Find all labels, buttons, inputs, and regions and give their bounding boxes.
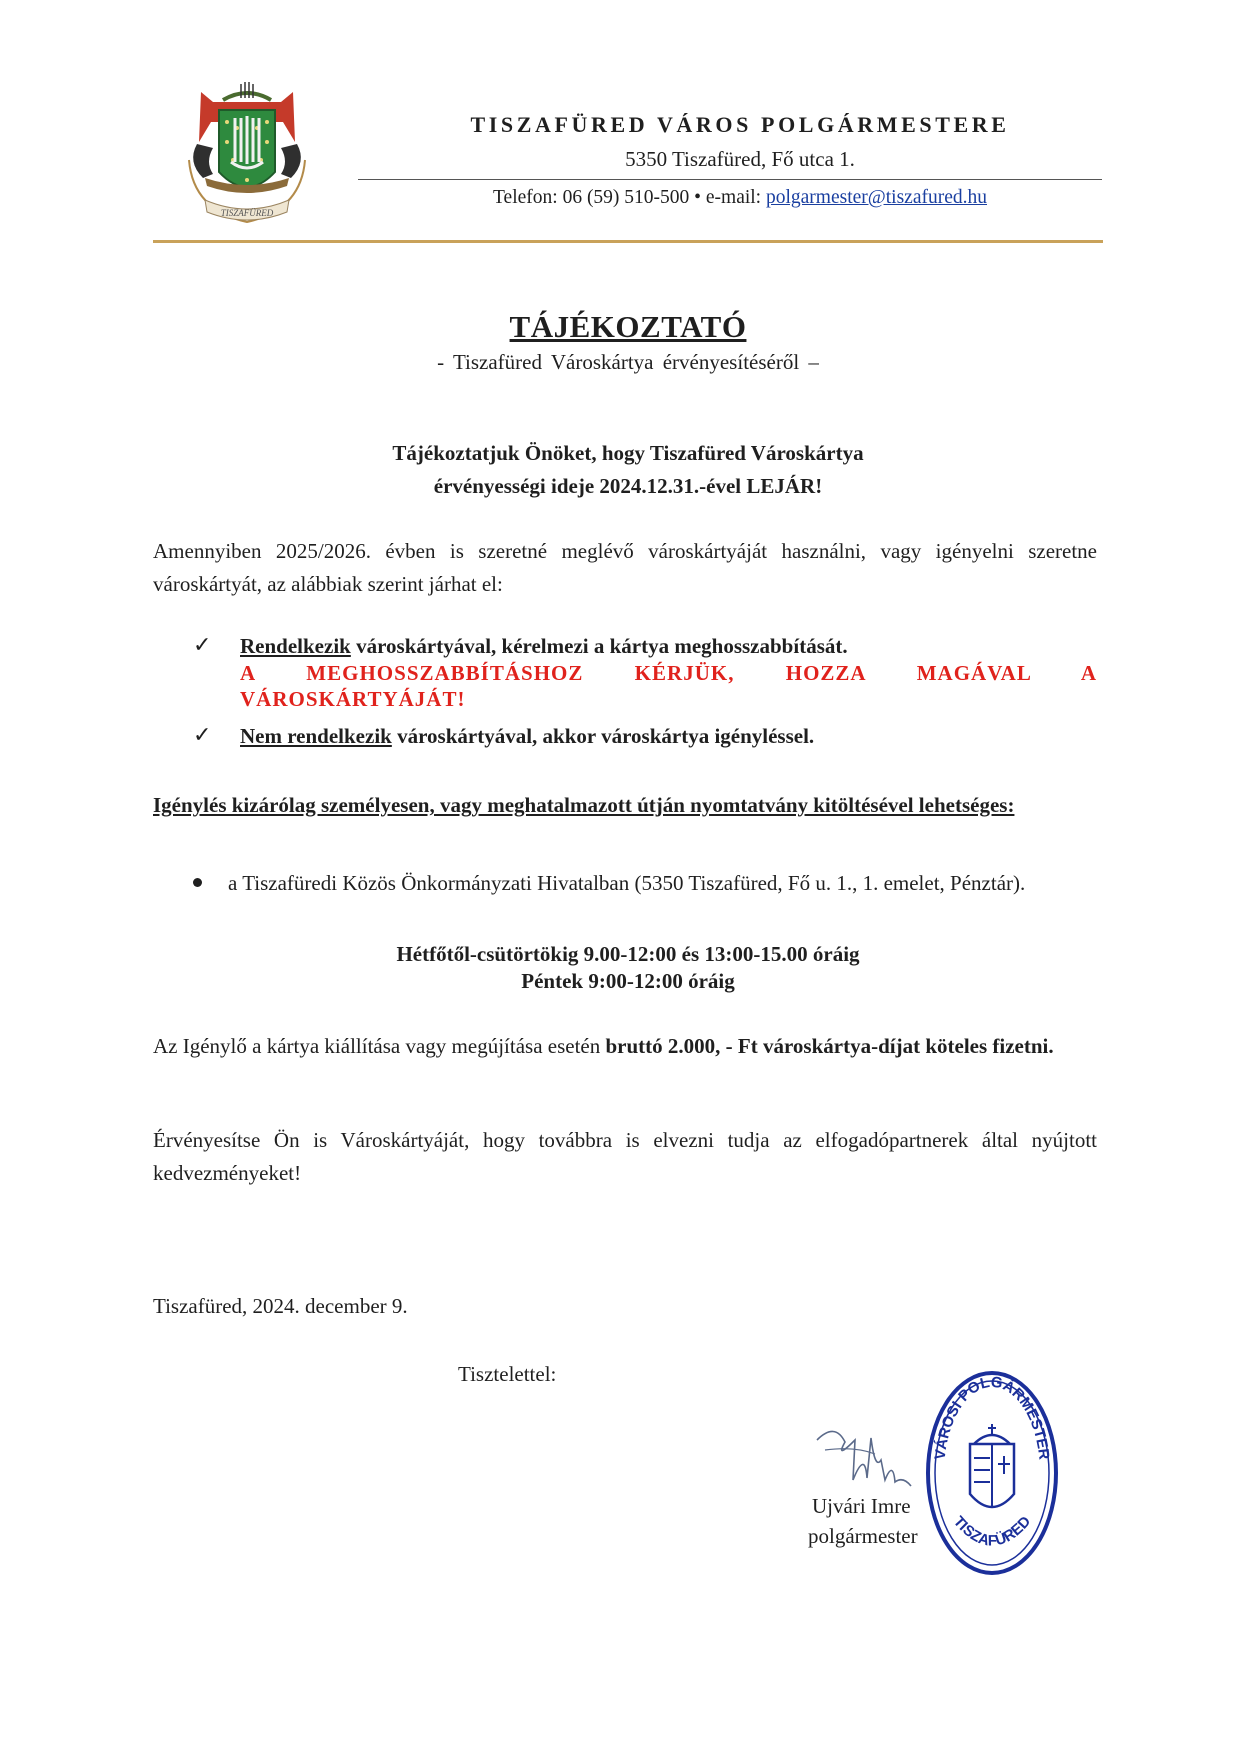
city-crest-logo [183,82,311,232]
page-title: TÁJÉKOZTATÓ [509,309,747,344]
intro-paragraph: Amennyiben 2025/2026. évben is szeretné meglévő városkártyáját használni, vagy igényelni szeretne városkártyát, az alábbiak szerint járhat el: [153,539,1097,596]
letterhead-divider [358,179,1102,180]
document-date: Tiszafüred, 2024. december 9. [153,1294,408,1318]
option-new-text: városkártyával, akkor városkártya igényléssel. [391,724,815,748]
page-subtitle: - Tiszafüred Városkártya érvényesítéséről – [437,350,819,374]
renew-warning-line-2: VÁROSKÁRTYÁJÁT! [240,687,466,711]
option-renew [240,635,1097,658]
fee-amount: bruttó 2.000, - Ft városkártya-díjat köteles fizetni. [605,1034,1054,1058]
svg-text:TISZAFÜRED: TISZAFÜRED [949,1513,1035,1550]
svg-text:VÁROSI POLGÁRMESTER: VÁROSI POLGÁRMESTER [931,1373,1053,1461]
option-new [240,725,1097,748]
fee-paragraph [153,1030,1097,1063]
check-icon: ✓ [193,632,212,657]
greeting: Tisztelettel: [458,1362,557,1386]
request-heading: Igénylés kizárólag személyesen, vagy meghatalmazott útján nyomtatvány kitöltésével lehetséges: [153,793,1015,817]
lead-line-1: Tájékoztatjuk Önöket, hogy Tiszafüred Városkártya [392,441,864,465]
check-icon: ✓ [193,722,212,747]
letterhead-title: TISZAFÜRED VÁROS POLGÁRMESTERE [470,112,1010,137]
signatory-title: polgármester [808,1524,918,1548]
letterhead-contact [360,187,1120,209]
option-renew-text: városkártyával, kérelmezi a kártya meghosszabbítását. [350,634,848,658]
option-new-keyword: Nem rendelkezik [240,724,392,748]
office-location: a Tiszafüredi Közös Önkormányzati Hivatalban (5350 Tiszafüred, Fő u. 1., 1. emelet, Pénztár). [228,871,1026,895]
bullet-icon [193,878,202,887]
closing-paragraph: Érvényesítse Ön is Városkártyáját, hogy továbbra is elvezni tudja az elfogadópartnerek által nyújtott kedvezményeket! [153,1128,1097,1185]
email-link[interactable]: polgarmester@tiszafured.hu [765,187,987,208]
signature-image [815,1420,915,1500]
lead-line-2: érvényességi ideje 2024.12.31.-ével LEJÁR! [433,474,823,498]
signatory-name: Ujvári Imre [812,1494,911,1518]
opening-hours-weekday: Hétfőtől-csütörtökig 9.00-12:00 és 13:00-15.00 óráig [396,942,860,966]
renew-warning-line-1: A MEGHOSSZABBÍTÁSHOZ KÉRJÜK, HOZZA MAGÁVAL A [240,661,1097,685]
official-stamp [922,1368,1062,1578]
header-rule [153,240,1103,243]
opening-hours-friday: Péntek 9:00-12:00 óráig [521,969,735,993]
option-renew-keyword: Rendelkezik [240,634,351,658]
svg-text:TISZAFÜRED: TISZAFÜRED [220,208,274,218]
letterhead-address: 5350 Tiszafüred, Fő utca 1. [625,147,855,171]
fee-text: Az Igénylő a kártya kiállítása vagy megújítása esetén [153,1034,606,1058]
phone-text: Telefon: 06 (59) 510-500 • e-mail: [493,187,766,208]
lead-notice [153,437,1103,503]
